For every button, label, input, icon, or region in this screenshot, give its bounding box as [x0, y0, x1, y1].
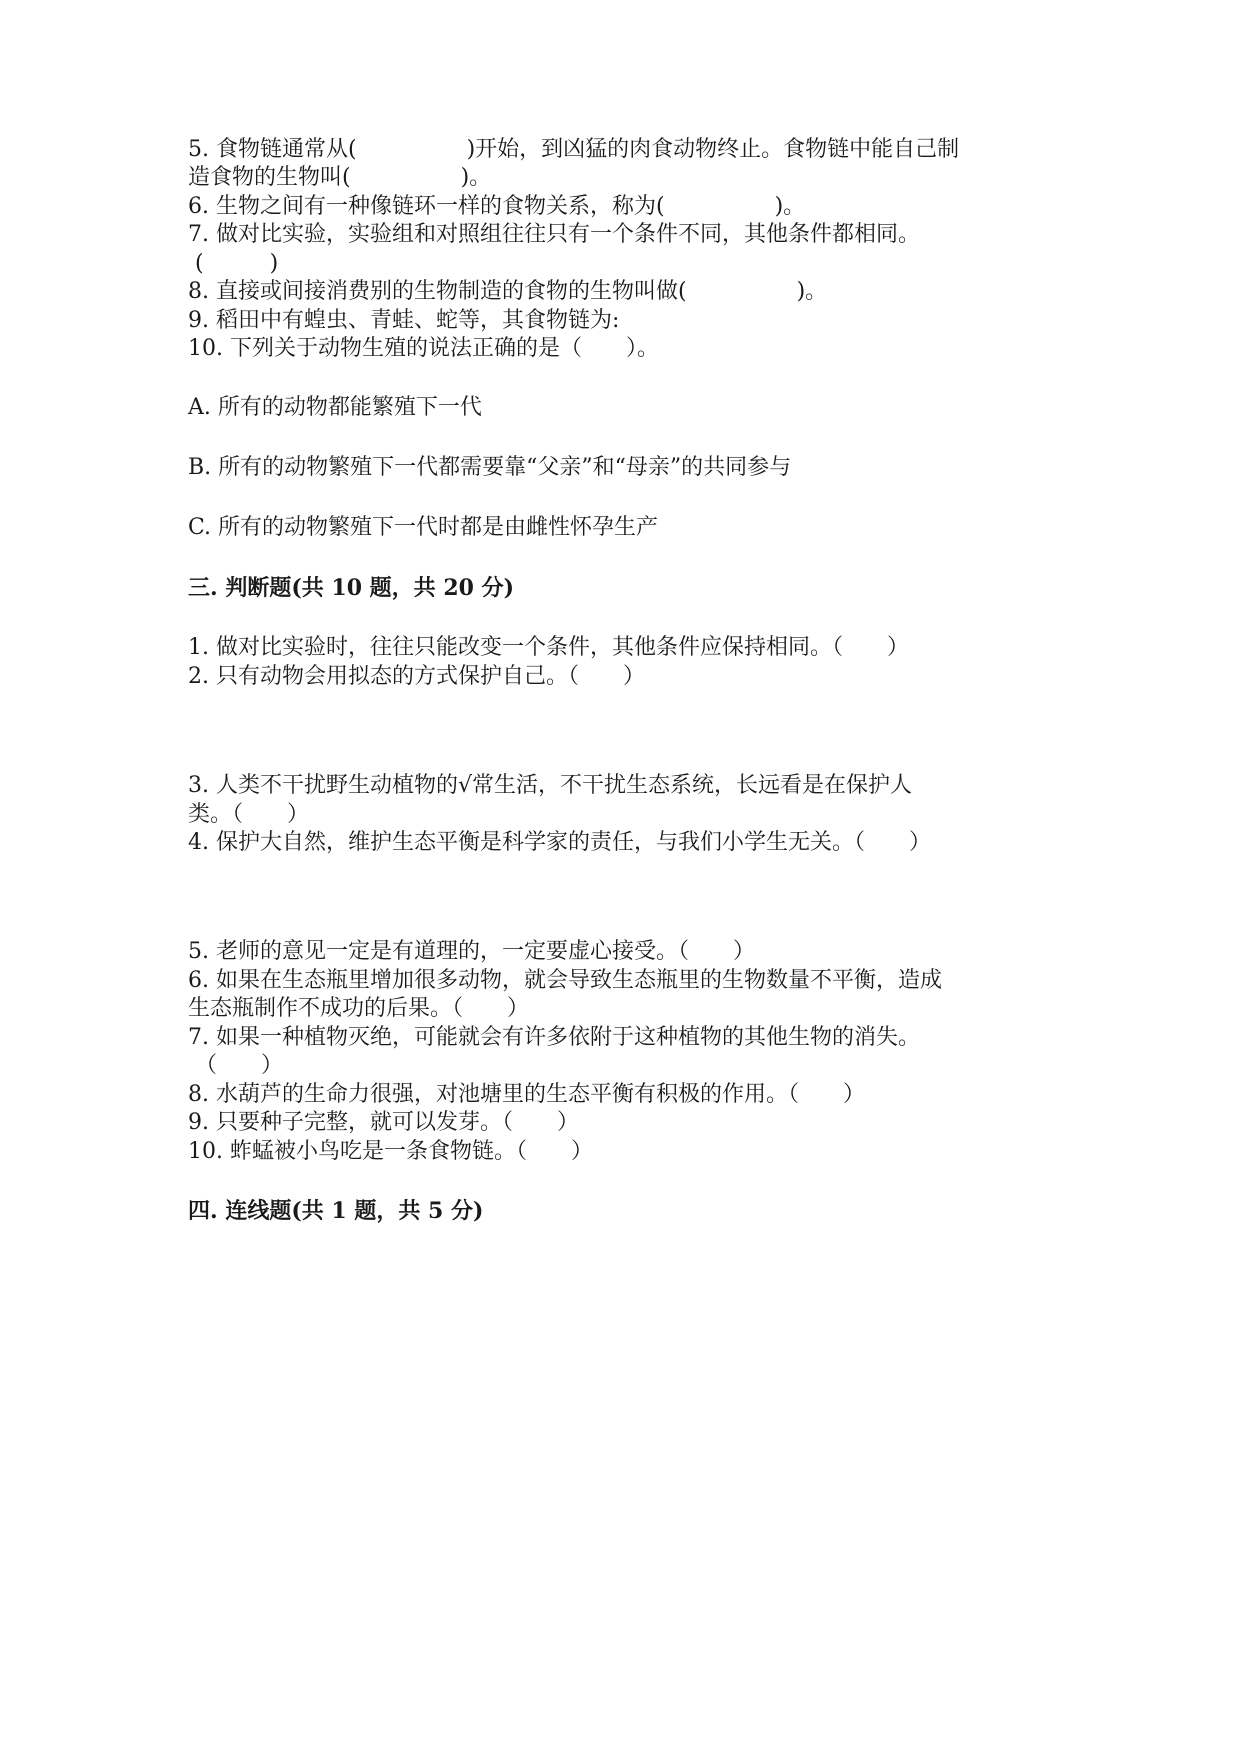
question-line: 2. 只有动物会用拟态的方式保护自己。（ ）: [188, 664, 645, 689]
question-line: 9. 稻田中有蝗虫、青蛙、蛇等，其食物链为:: [188, 308, 620, 333]
question-line: 7. 如果一种植物灭绝，可能就会有许多依附于这种植物的其他生物的消失。: [188, 1025, 920, 1050]
question-line: 5. 食物链通常从( )开始，到凶猛的肉食动物终止。食物链中能自己制: [188, 137, 960, 162]
question-line: 8. 直接或间接消费别的生物制造的食物的生物叫做( )。: [188, 279, 828, 304]
question-line: （ ）: [188, 1053, 283, 1078]
question-line: 9. 只要种子完整，就可以发芽。（ ）: [188, 1110, 579, 1135]
question-line: 生态瓶制作不成功的后果。（ ）: [188, 996, 530, 1021]
question-line: 7. 做对比实验，实验组和对照组往往只有一个条件不同，其他条件都相同。: [188, 222, 920, 247]
question-line: ( ): [188, 251, 279, 276]
question-line: 6. 如果在生态瓶里增加很多动物，就会导致生态瓶里的生物数量不平衡，造成: [188, 968, 942, 993]
question-line: 4. 保护大自然，维护生态平衡是科学家的责任，与我们小学生无关。（ ）: [188, 830, 931, 855]
question-line: 3. 人类不干扰野生动植物的√常生活，不干扰生态系统，长远看是在保护人: [188, 773, 913, 798]
question-line: 10. 蚱蜢被小鸟吃是一条食物链。（ ）: [188, 1139, 593, 1164]
question-line: 类。（ ）: [188, 802, 310, 827]
question-line: 造食物的生物叫( )。: [188, 165, 492, 190]
section-heading-matching: 四. 连线题(共 1 题，共 5 分): [188, 1198, 484, 1224]
question-line: 8. 水葫芦的生命力很强，对池塘里的生态平衡有积极的作用。（ ）: [188, 1082, 865, 1107]
option-c: C. 所有的动物繁殖下一代时都是由雌性怀孕生产: [188, 515, 659, 540]
question-line: 1. 做对比实验时，往往只能改变一个条件，其他条件应保持相同。（ ）: [188, 635, 909, 660]
question-line: 6. 生物之间有一种像链环一样的食物关系，称为( )。: [188, 194, 806, 219]
section-heading-judge: 三. 判断题(共 10 题，共 20 分): [188, 575, 515, 601]
question-line: 5. 老师的意见一定是有道理的，一定要虚心接受。（ ）: [188, 939, 755, 964]
question-line: 10. 下列关于动物生殖的说法正确的是（ ）。: [188, 336, 659, 361]
option-b: B. 所有的动物繁殖下一代都需要靠“父亲”和“母亲”的共同参与: [188, 455, 792, 480]
option-a: A. 所有的动物都能繁殖下一代: [188, 395, 482, 420]
